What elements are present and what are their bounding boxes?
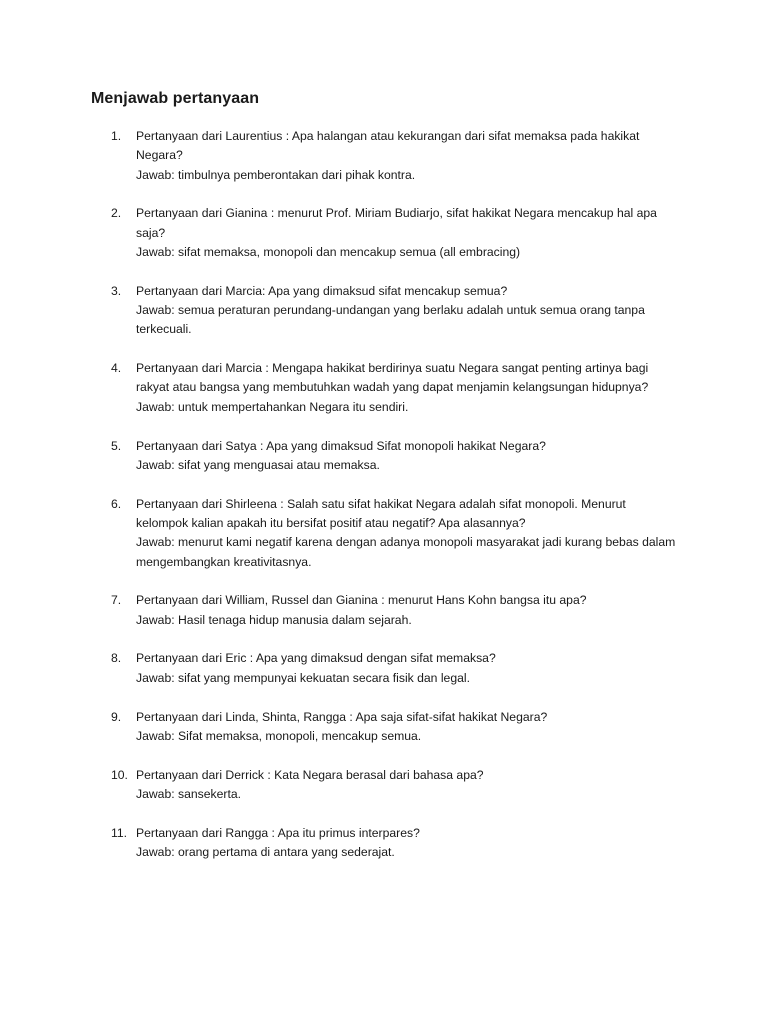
qa-body [136,437,676,476]
qa-item-5 [0,437,768,476]
qa-list [0,127,768,882]
qa-body [136,649,676,688]
qa-number: 9. [111,709,122,724]
qa-body [136,204,676,262]
qa-body [136,824,676,863]
qa-question: Pertanyaan dari Laurentius : Apa halangan atau kekurangan dari sifat memaksa pada hakikat Negara? [136,129,640,163]
qa-question: Pertanyaan dari Linda, Shinta, Rangga : Apa saja sifat-sifat hakikat Negara? [136,709,548,724]
qa-number: 5. [111,438,122,453]
qa-answer: Jawab: sifat yang mempunyai kekuatan secara fisik dan legal. [136,670,470,685]
qa-question: Pertanyaan dari Marcia: Apa yang dimaksud sifat mencakup semua? [136,283,508,298]
qa-answer: Jawab: sifat yang menguasai atau memaksa. [136,457,380,472]
qa-number: 8. [111,651,122,666]
qa-question: Pertanyaan dari Eric : Apa yang dimaksud dengan sifat memaksa? [136,651,496,666]
qa-answer: Jawab: timbulnya pemberontakan dari pihak kontra. [136,167,416,182]
qa-answer: Jawab: sifat memaksa, monopoli dan mencakup semua (all embracing) [136,244,521,259]
qa-body [136,708,676,747]
qa-item-10 [0,766,768,805]
qa-item-3 [0,282,768,340]
qa-number: 10. [111,767,128,782]
qa-body [136,766,676,805]
qa-body [136,495,676,572]
qa-question: Pertanyaan dari William, Russel dan Gianina : menurut Hans Kohn bangsa itu apa? [136,593,587,608]
qa-item-6 [0,495,768,572]
qa-body [136,127,676,185]
qa-answer: Jawab: sansekerta. [136,786,242,801]
qa-question: Pertanyaan dari Satya : Apa yang dimaksud Sifat monopoli hakikat Negara? [136,438,546,453]
qa-item-4 [0,359,768,417]
qa-answer: Jawab: untuk mempertahankan Negara itu sendiri. [136,399,409,414]
qa-body [136,359,676,417]
qa-number: 4. [111,361,122,376]
qa-answer: Jawab: menurut kami negatif karena dengan adanya monopoli masyarakat jadi kurang bebas dalam mengembangkan kreativitasnya. [136,535,676,569]
qa-number: 6. [111,496,122,511]
qa-answer: Jawab: semua peraturan perundang-undangan yang berlaku adalah untuk semua orang tanpa terkecuali. [136,303,645,337]
qa-question: Pertanyaan dari Gianina : menurut Prof. Miriam Budiarjo, sifat hakikat Negara mencakup hal apa saja? [136,206,657,240]
qa-item-9 [0,708,768,747]
qa-item-2 [0,204,768,262]
qa-body [136,591,676,630]
qa-body [136,282,676,340]
qa-answer: Jawab: Hasil tenaga hidup manusia dalam sejarah. [136,612,412,627]
qa-item-1 [0,127,768,185]
qa-item-7 [0,591,768,630]
document-title: Menjawab pertanyaan [91,90,260,107]
qa-answer: Jawab: orang pertama di antara yang sederajat. [136,845,395,860]
qa-number: 3. [111,283,122,298]
qa-question: Pertanyaan dari Derrick : Kata Negara berasal dari bahasa apa? [136,767,484,782]
qa-item-11 [0,824,768,863]
qa-question: Pertanyaan dari Marcia : Mengapa hakikat berdirinya suatu Negara sangat penting artinya bagi rakyat atau bangsa yang membutuhkan wadah yang dapat menjamin kelangsungan hidupnya? [136,361,649,395]
qa-answer: Jawab: Sifat memaksa, monopoli, mencakup semua. [136,728,422,743]
qa-number: 1. [111,129,122,143]
qa-item-8 [0,649,768,688]
qa-question: Pertanyaan dari Shirleena : Salah satu sifat hakikat Negara adalah sifat monopoli. Menurut kelompok kalian apakah itu bersifat positif atau negatif? Apa alasannya? [136,496,626,530]
qa-number: 11. [111,825,128,840]
qa-question: Pertanyaan dari Rangga : Apa itu primus interpares? [136,825,420,840]
qa-number: 2. [111,206,122,221]
qa-number: 7. [111,593,122,608]
